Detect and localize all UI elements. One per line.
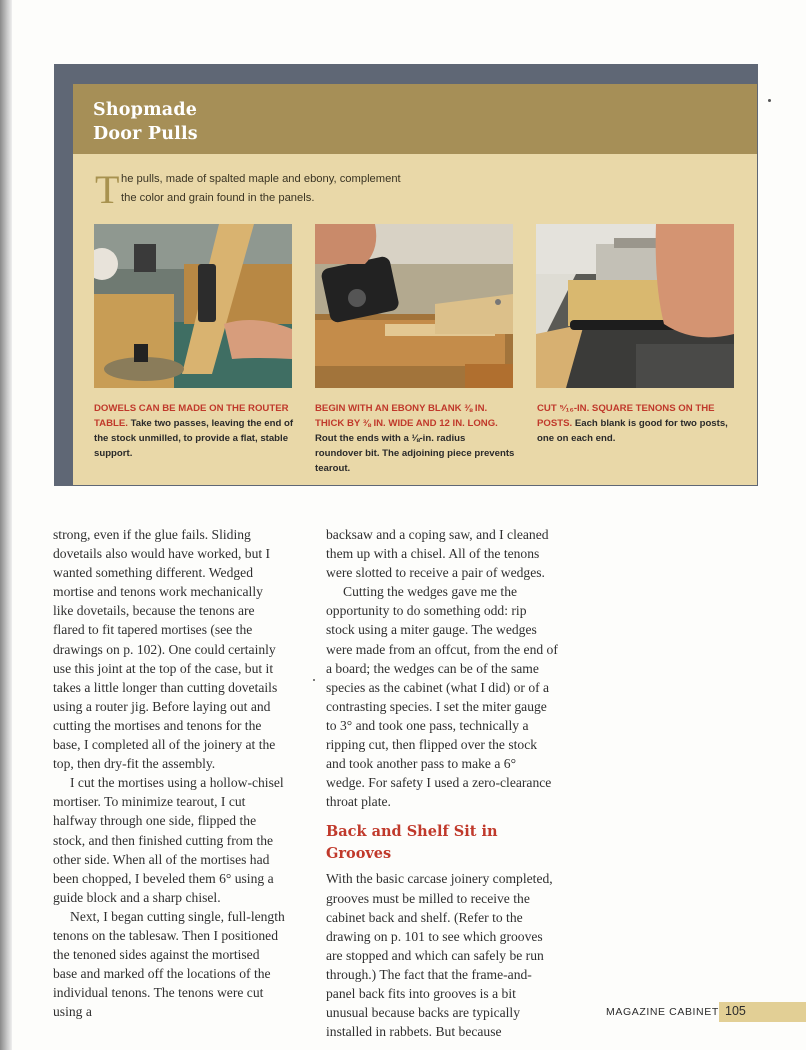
ebony-blank-roundover-photo [315, 224, 513, 388]
drop-cap: T [95, 167, 120, 212]
book-spine-shadow [0, 0, 12, 1050]
body-paragraph: I cut the mortises using a hollow-chisel mortiser. To minimize tearout, I cut halfway through one side, flipped the stock, and then finished cutting from the other side. When all of the mortises had been chopped, I beveled them 6° using a guide block and a sharp chisel. [53, 775, 284, 905]
body-paragraph: backsaw and a coping saw, and I cleaned them up with a chisel. All of the tenons were slotted to receive a pair of wedges. [326, 527, 549, 581]
page-number: 105 [725, 1004, 746, 1018]
section-subhead: Back and Shelf Sit in Grooves [326, 823, 498, 863]
sidebar-box [73, 84, 757, 485]
photo-caption-2: BEGIN WITH AN EBONY BLANK ⅜ IN. THICK BY ⅜ IN. WIDE AND 12 IN. LONG. Rout the ends with a ⅛-in. radius roundover bit. The adjoining piece prevents tearout. [315, 403, 515, 474]
body-column-left [53, 525, 285, 1021]
router-table-dowel-photo [94, 224, 292, 388]
body-paragraph: strong, even if the glue fails. Sliding dovetails also would have worked, but I wanted something different. Wedged mortise and tenons work mechanically like dovetails, because the tenons are flared to fit tapered mortises (see the drawings on p. 102). One could certainly use this joint at the top of the case, but it takes a little longer than cutting dovetails using a router jig. Before laying out and cutting the mortises and tenons for the base, I completed all of the joinery at the top, then dry-fit the assembly. [53, 527, 278, 772]
sidebar-title: Shopmade Door Pulls [93, 100, 198, 144]
sidebar-intro: T he pulls, made of spalted maple and ebony, complement the color and grain found in the panels. [95, 167, 401, 212]
photo-caption-3: CUT ⁵⁄₁₆-IN. SQUARE TENONS ON THE POSTS. Each blank is good for two posts, one on each end. [537, 403, 728, 444]
body-paragraph: With the basic carcase joinery completed, grooves must be milled to receive the cabinet back and shelf. (Refer to the drawing on p. 101 to see which grooves are stopped and which can safely be run through.) The fact that the frame-and-panel back fits into grooves is a bit unusual because backs are typically installed in rabbets. But because [326, 871, 553, 1040]
photo-caption-1: DOWELS CAN BE MADE ON THE ROUTER TABLE. Take two passes, leaving the end of the stock unmilled, to provide a flat, stable support. [94, 403, 294, 459]
body-paragraph: Cutting the wedges gave me the opportunity to do something odd: rip stock using a miter gauge. The wedges were made from an offcut, from the end of a board; the wedges can be of the same species as the cabinet (what I did) or of a contrasting species. I set the miter gauge to 3° and took one pass, technically a ripping cut, then flipped over the stock and took another pass to make a 6° wedge. For safety I used a zero-clearance throat plate. [326, 584, 558, 810]
running-footer-section: MAGAZINE CABINET [606, 1006, 719, 1018]
print-speck [313, 679, 315, 681]
square-tenon-cut-photo [536, 224, 734, 388]
body-column-right [326, 525, 558, 1041]
sidebar-header-band [73, 84, 757, 154]
body-paragraph: Next, I began cutting single, full-length tenons on the tablesaw. Then I positioned the tenoned sides against the mortised base and marked off the locations of the individual tenons. The tenons were cut using a [53, 908, 285, 1020]
print-speck [768, 99, 771, 102]
